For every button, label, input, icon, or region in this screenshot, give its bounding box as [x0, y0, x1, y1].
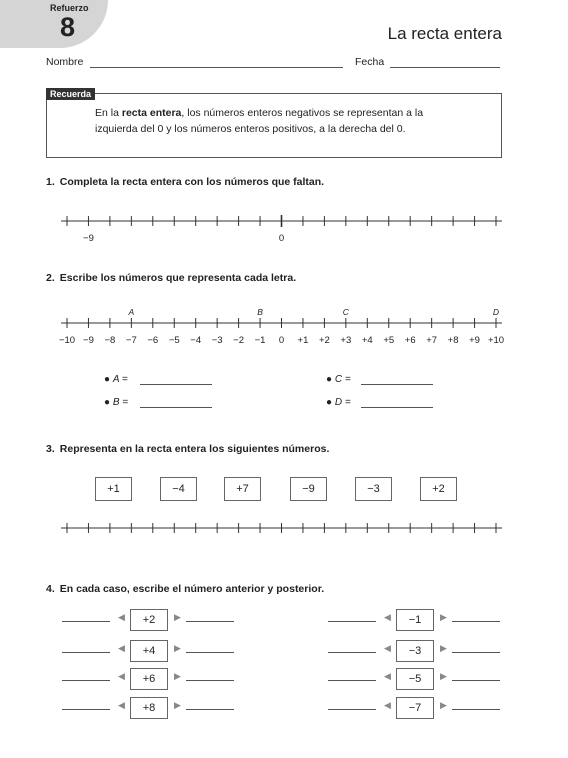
recuerda-label: Recuerda	[46, 88, 95, 100]
tick-label: +2	[318, 335, 330, 346]
arrow-right-icon: ▶	[440, 612, 447, 622]
nombre-label: Nombre	[46, 56, 84, 68]
tick-label: +10	[487, 335, 505, 346]
arrow-left-icon: ◀	[118, 700, 125, 710]
tick-label: −2	[233, 335, 245, 346]
tick-label: −1	[254, 335, 266, 346]
arrow-left-icon: ◀	[118, 643, 125, 653]
tick-label: −7	[125, 335, 137, 346]
arrow-right-icon: ▶	[440, 643, 447, 653]
previous-number-line[interactable]	[62, 652, 110, 653]
previous-number-line[interactable]	[328, 621, 376, 622]
tick-label: +9	[469, 335, 480, 346]
number-box: +7	[224, 477, 261, 501]
question-4: 4. En cada caso, escribe el número anterior y posterior.	[46, 583, 325, 595]
number-box: −4	[160, 477, 197, 501]
tick-label: −9	[83, 233, 94, 244]
sequence-number-box: +4	[130, 640, 168, 662]
answer-c-line[interactable]	[361, 384, 433, 385]
tick-label: 0	[278, 233, 285, 244]
arrow-right-icon: ▶	[174, 700, 181, 710]
arrow-left-icon: ◀	[384, 700, 391, 710]
sequence-number-box: −1	[396, 609, 434, 631]
number-box: −3	[355, 477, 392, 501]
previous-number-line[interactable]	[62, 621, 110, 622]
previous-number-line[interactable]	[62, 709, 110, 710]
point-letter: B	[257, 307, 263, 317]
answer-d-line[interactable]	[361, 407, 433, 408]
page-title: La recta entera	[387, 24, 502, 43]
answer-a: ● A =	[104, 374, 128, 385]
sequence-number-box: −3	[396, 640, 434, 662]
tick-label: 0	[278, 335, 285, 346]
arrow-right-icon: ▶	[440, 700, 447, 710]
arrow-right-icon: ▶	[440, 671, 447, 681]
arrow-left-icon: ◀	[118, 612, 125, 622]
arrow-left-icon: ◀	[384, 643, 391, 653]
arrow-right-icon: ▶	[174, 643, 181, 653]
next-number-line[interactable]	[452, 680, 500, 681]
point-letter: A	[128, 307, 135, 317]
sequence-number-box: −5	[396, 668, 434, 690]
tick-label: −3	[211, 335, 223, 346]
tick-label: −5	[168, 335, 180, 346]
next-number-line[interactable]	[452, 621, 500, 622]
question-1: 1. Completa la recta entera con los números que faltan.	[46, 176, 325, 188]
fecha-label: Fecha	[355, 56, 385, 68]
arrow-left-icon: ◀	[384, 671, 391, 681]
previous-number-line[interactable]	[328, 652, 376, 653]
sequence-number-box: −7	[396, 697, 434, 719]
next-number-line[interactable]	[186, 680, 234, 681]
answer-d: ● D =	[326, 397, 351, 408]
arrow-left-icon: ◀	[384, 612, 391, 622]
sequence-number-box: +8	[130, 697, 168, 719]
question-3: 3. Representa en la recta entera los siguientes números.	[46, 443, 330, 455]
tick-label: +6	[404, 335, 416, 346]
number-line-3	[61, 523, 502, 533]
tick-label: +8	[447, 335, 459, 346]
answer-b: ● B =	[104, 397, 129, 408]
answer-c: ● C =	[326, 374, 351, 385]
tick-label: −9	[83, 335, 94, 346]
tick-label: +4	[361, 335, 373, 346]
number-box: −9	[290, 477, 327, 501]
next-number-line[interactable]	[452, 709, 500, 710]
tick-label: −8	[104, 335, 116, 346]
number-box: +1	[95, 477, 132, 501]
arrow-left-icon: ◀	[118, 671, 125, 681]
point-letter: C	[342, 307, 349, 317]
next-number-line[interactable]	[186, 652, 234, 653]
tick-label: −6	[147, 335, 159, 346]
previous-number-line[interactable]	[328, 680, 376, 681]
arrow-right-icon: ▶	[174, 612, 181, 622]
recuerda-text: En la recta entera, los números enteros negativos se representan a la izquierda del 0 y los números enteros positivos, a la derecha del 0.	[95, 107, 424, 135]
number-box: +2	[420, 477, 457, 501]
previous-number-line[interactable]	[62, 680, 110, 681]
next-number-line[interactable]	[186, 709, 234, 710]
tick-label: +5	[383, 335, 395, 346]
tick-label: −4	[190, 335, 202, 346]
point-letter: D	[492, 307, 500, 317]
sequence-number-box: +2	[130, 609, 168, 631]
number-line-2	[59, 307, 504, 346]
next-number-line[interactable]	[186, 621, 234, 622]
answer-b-line[interactable]	[140, 407, 212, 408]
sequence-number-box: +6	[130, 668, 168, 690]
tick-label: +3	[340, 335, 352, 346]
previous-number-line[interactable]	[328, 709, 376, 710]
tab-number: 8	[60, 12, 76, 42]
next-number-line[interactable]	[452, 652, 500, 653]
tick-label: +1	[297, 335, 309, 346]
question-2: 2. Escribe los números que representa cada letra.	[46, 272, 297, 284]
arrow-right-icon: ▶	[174, 671, 181, 681]
tick-label: +7	[426, 335, 438, 346]
tab-word: Refuerzo	[50, 3, 89, 13]
number-line-1	[61, 215, 502, 244]
answer-a-line[interactable]	[140, 384, 212, 385]
tick-label: −10	[58, 335, 76, 346]
